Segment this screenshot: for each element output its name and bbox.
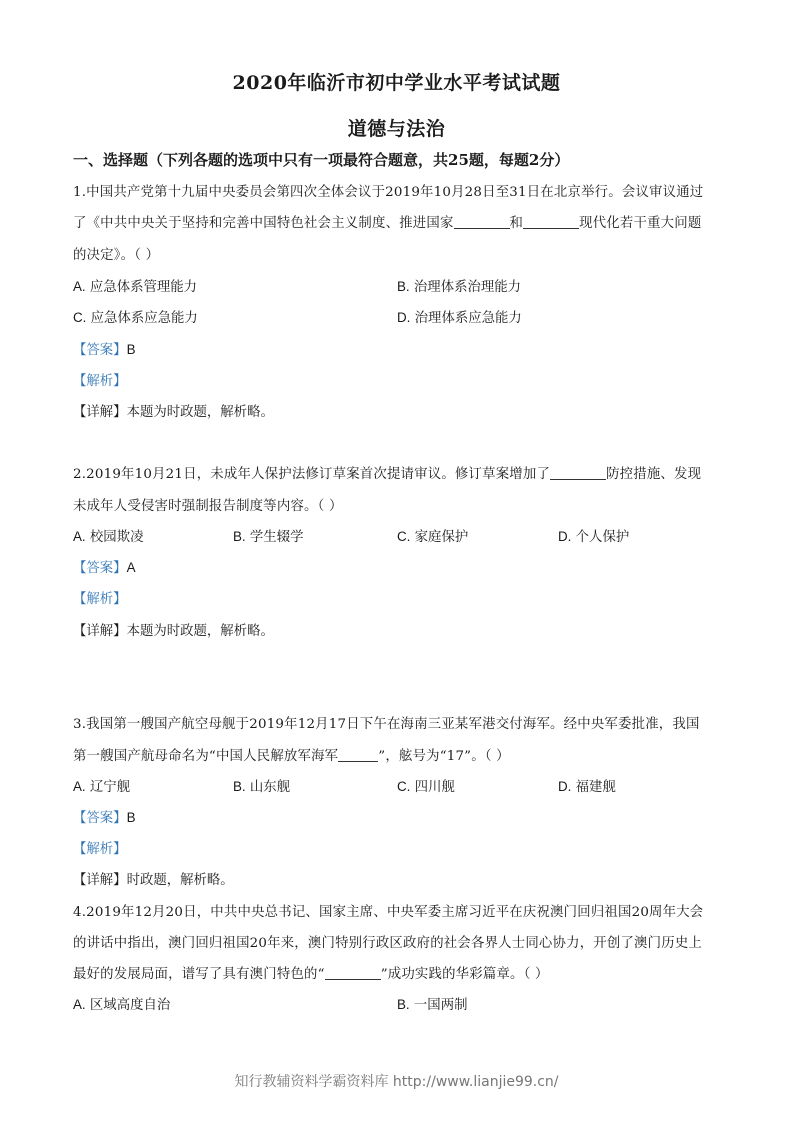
q3-answer: 【答案】B (73, 810, 136, 826)
q1-analysis (73, 370, 127, 389)
q1-detail: 【详解】本题为时政题，解析略。 (73, 405, 274, 420)
q1-option-b: B. 治理体系治理能力 (397, 279, 522, 295)
answer-tag: 【答案】 (73, 561, 127, 576)
q3-option-d: D. 福建舰 (558, 779, 616, 795)
q1-answer: 【答案】B (73, 342, 136, 358)
q1-option-a: A. 应急体系管理能力 (73, 279, 198, 295)
q2-option-c: C. 家庭保护 (397, 529, 469, 545)
analysis-tag: 【解析】 (73, 374, 127, 389)
q2-stem-line-1: 2.2019年10月21日，未成年人保护法修订草案首次提请审议。修订草案增加了 防控措施、发现 (73, 467, 702, 482)
q2-answer: 【答案】A (73, 560, 136, 576)
q2-analysis (73, 588, 127, 607)
q3-stem-line-1: 3.我国第一艘国产航空母舰于2019年12月17日下午在海南三亚某军港交付海军。经中央军委批准，我国 (73, 717, 700, 732)
q1-option-d: D. 治理体系应急能力 (397, 310, 522, 326)
fill-blank (325, 966, 381, 980)
exam-title: 2020年临沂市初中学业水平考试试题 (232, 72, 561, 94)
section-heading: 一、选择题（下列各题的选项中只有一项最符合题意，共25题，每题2分） (73, 151, 570, 169)
q4-stem-line-1: 4.2019年12月20日，中共中央总书记、国家主席、中央军委主席习近平在庆祝澳门回归祖国20周年大会 (73, 905, 704, 920)
subject-title: 道德与法治 (347, 118, 446, 140)
q3-option-a: A. 辽宁舰 (73, 779, 131, 795)
answer-tag: 【答案】 (73, 343, 127, 358)
fill-blank (550, 466, 606, 480)
page-footer: 知行教辅资料学霸资料库 http://www.lianjie99.cn/ (234, 1074, 559, 1090)
q3-option-b: B. 山东舰 (233, 779, 291, 795)
fill-blank (454, 215, 510, 229)
q4-stem-line-2: 的讲话中指出，澳门回归祖国20年来，澳门特别行政区政府的社会各界人士同心协力，开创了澳门历史上 (73, 936, 703, 951)
analysis-tag: 【解析】 (73, 592, 127, 607)
q2-stem-line-2: 未成年人受侵害时强制报告制度等内容。（ ） (73, 499, 343, 514)
q1-stem-line-1: 1.中国共产党第十九届中央委员会第四次全体会议于2019年10月28日至31日在北京举行。会议审议通过 (73, 185, 704, 200)
q4-stem-line-3: 最好的发展局面，谱写了具有澳门特色的“ ”成功实践的华彩篇章。（ ） (73, 967, 549, 982)
q2-option-d: D. 个人保护 (558, 529, 630, 545)
q3-stem-line-2: 第一艘国产航母命名为“中国人民解放军海军 ”，舷号为“17”。（ ） (73, 749, 510, 764)
fill-blank (338, 748, 378, 762)
fill-blank (523, 215, 579, 229)
q3-option-c: C. 四川舰 (397, 779, 455, 795)
q4-option-b: B. 一国两制 (397, 997, 468, 1013)
q1-option-c: C. 应急体系应急能力 (73, 310, 198, 326)
q2-option-b: B. 学生辍学 (233, 529, 304, 545)
q1-stem-line-2: 了《中共中央关于坚持和完善中国特色社会主义制度、推进国家 和 现代化若干重大问题 (73, 216, 702, 231)
q2-option-a: A. 校园欺凌 (73, 529, 144, 545)
analysis-tag: 【解析】 (73, 842, 127, 857)
q4-option-a: A. 区域高度自治 (73, 997, 171, 1013)
q2-detail: 【详解】本题为时政题，解析略。 (73, 624, 274, 639)
q3-analysis (73, 838, 127, 857)
answer-tag: 【答案】 (73, 811, 127, 826)
q3-detail: 【详解】时政题，解析略。 (73, 873, 234, 888)
q1-stem-line-3: 的决定》。（ ） (73, 248, 160, 263)
